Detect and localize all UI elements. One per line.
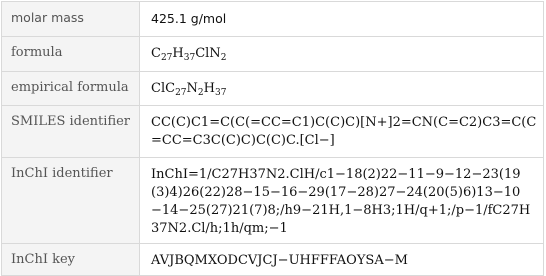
formula-subscript: 2 (220, 53, 227, 63)
formula-part: ClN (195, 46, 221, 61)
row-value-smiles: CC(C)C1=C(C(=CC=C1)C(C)C)[N+]2=CN(C=C2)C3=C(C=CC=C3C(C)C)C(C)C.[Cl−] (140, 106, 544, 158)
row-label-formula: formula (2, 37, 140, 72)
formula-part: ClC (151, 81, 176, 96)
table-row (2, 106, 544, 158)
row-value-formula (140, 37, 544, 72)
row-label-inchi-key: InChI key (2, 244, 140, 276)
table-row (2, 2, 544, 37)
formula-subscript: 37 (214, 88, 227, 98)
formula-subscript: 2 (197, 88, 204, 98)
row-value-empirical-formula (140, 72, 544, 106)
formula-subscript: 27 (160, 53, 173, 63)
row-value-molar-mass: 425.1 g/mol (140, 2, 544, 37)
row-value-inchi-key: AVJBQMXODCVJCJ−UHFFFAOYSA−M (140, 244, 544, 276)
formula-part: C (151, 46, 161, 61)
row-label-inchi: InChI identifier (2, 158, 140, 244)
table-row (2, 244, 544, 276)
row-label-molar-mass: molar mass (2, 2, 140, 37)
row-value-inchi: InChI=1/C27H37N2.ClH/c1−18(2)22−11−9−12−23(19(3)4)26(22)28−15−16−29(17−28)27−24(20(5)6)13−10−14−25(27)21(7)8;/h9−21H,1−8H3;1H/q+1;/p−1/fC27H37N2.Cl/h;1h/qm;−1 (140, 158, 544, 244)
formula-part: H (203, 81, 215, 96)
formula-part: H (172, 46, 184, 61)
table-row (2, 158, 544, 244)
formula-part: N (186, 81, 198, 96)
formula-subscript: 37 (183, 53, 196, 63)
table-row (2, 37, 544, 72)
formula-subscript: 27 (175, 88, 187, 98)
table-row (2, 72, 544, 106)
row-label-smiles: SMILES identifier (2, 106, 140, 158)
row-label-empirical-formula: empirical formula (2, 72, 140, 106)
properties-table (1, 1, 544, 276)
